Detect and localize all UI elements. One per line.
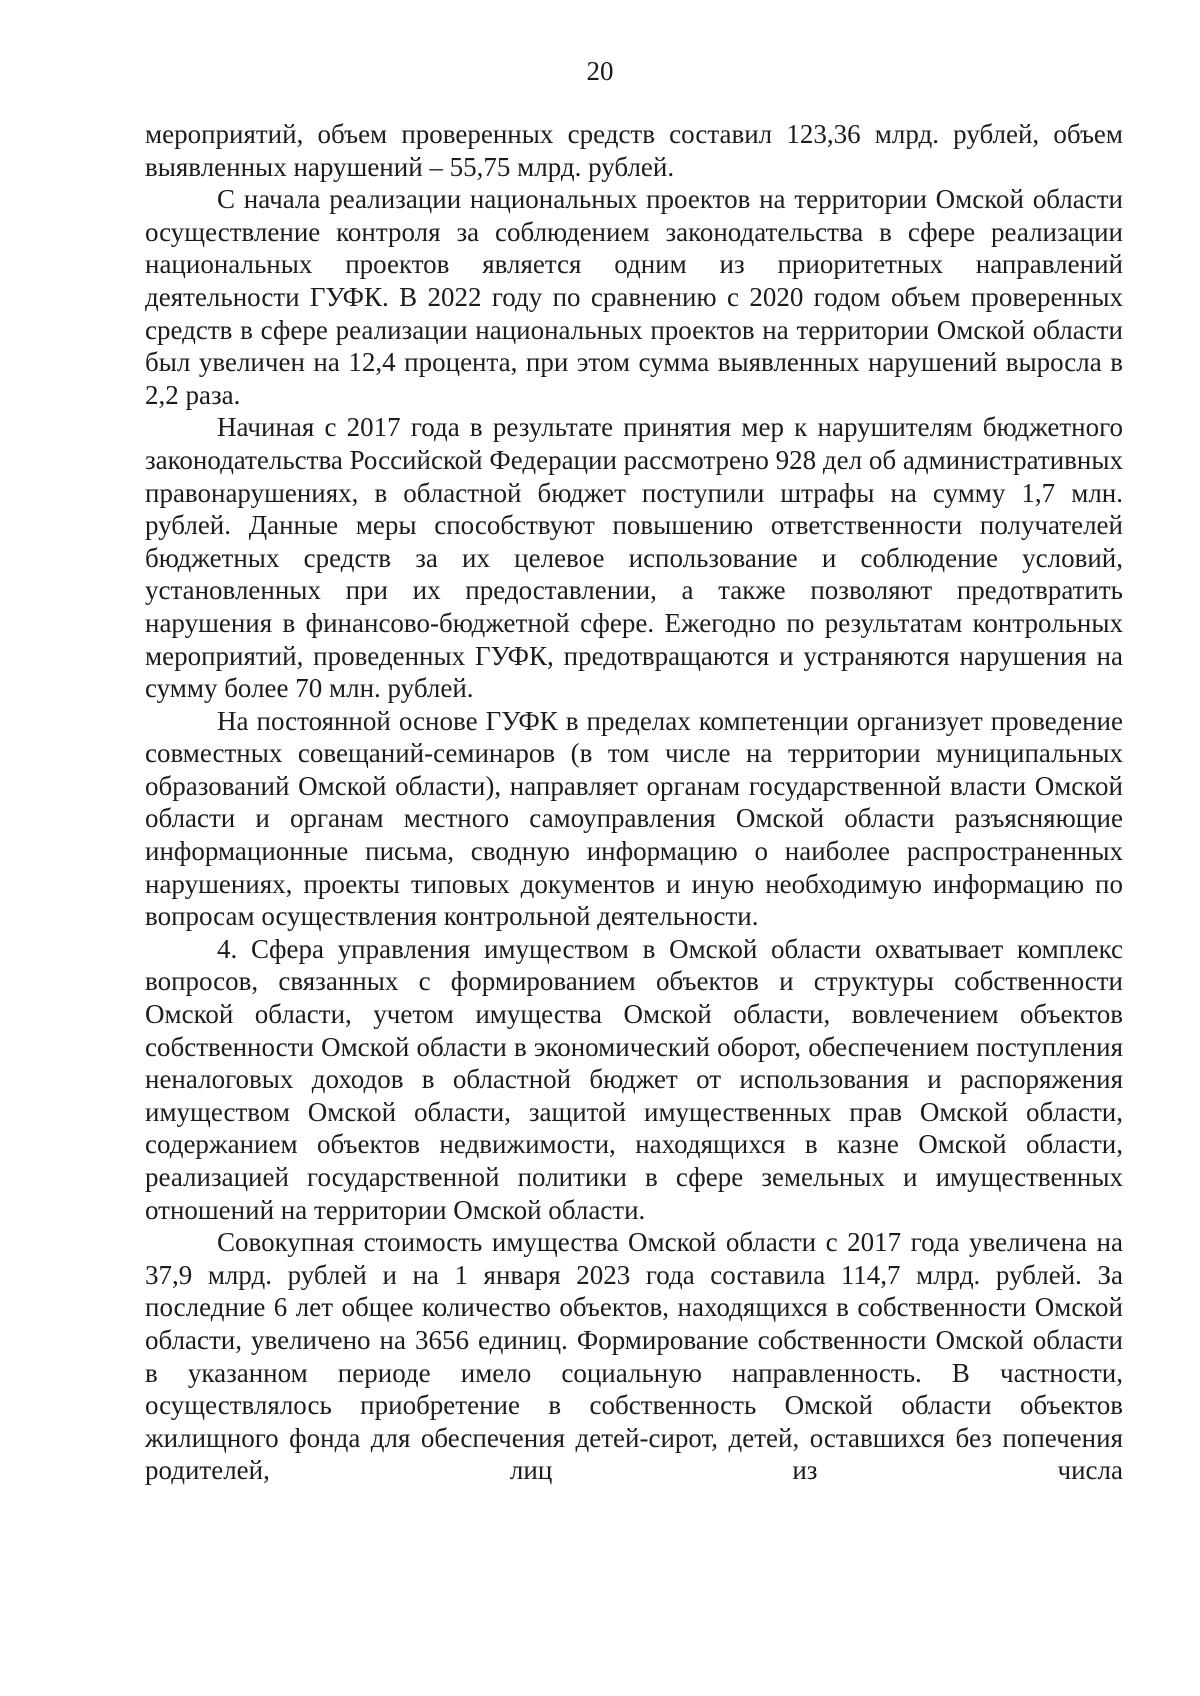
paragraph-3: Начиная с 2017 года в результате принятия мер к нарушителям бюджетного законодательства Российской Федерации рассмотрено 928 дел об административных правонарушениях, в областной бюджет поступили штрафы на сумму 1,7 млн. рублей. Данные меры способствуют повышению ответственности получателей бюджетных средств за их целевое использование и соблюдение условий, установленных при их предоставлении, а также позволяют предотвратить нарушения в финансово-бюджетной сфере. Ежегодно по результатам контрольных мероприятий, проведенных ГУФК, предотвращаются и устраняются нарушения на сумму более 70 млн. рублей. (145, 412, 1123, 704)
paragraph-6: Совокупная стоимость имущества Омской области с 2017 года увеличена на 37,9 млрд. рублей и на 1 января 2023 года составила 114,7 млрд. рублей. За последние 6 лет общее количество объектов, находящихся в собственности Омской области, увеличено на 3656 единиц. Формирование собственности Омской области в указанном периоде имело социальную направленность. В частности, осуществлялось приобретение в собственность Омской области объектов жилищного фонда для обеспечения детей-сирот, детей, оставшихся без попечения родителей, лиц из числа (145, 1227, 1123, 1486)
page-number: 20 (586, 56, 614, 86)
paragraph-1: мероприятий, объем проверенных средств составил 123,36 млрд. рублей, объем выявленных нарушений – 55,75 млрд. рублей. (145, 119, 1123, 182)
document-body (145, 118, 1123, 1487)
paragraph-5: 4. Сфера управления имуществом в Омской области охватывает комплекс вопросов, связанных с формированием объектов и структуры собственности Омской области, учетом имущества Омской области, вовлечением объектов собственности Омской области в экономический оборот, обеспечением поступления неналоговых доходов в областной бюджет от использования и распоряжения имуществом Омской области, защитой имущественных прав Омской области, содержанием объектов недвижимости, находящихся в казне Омской области, реализацией государственной политики в сфере земельных и имущественных отношений на территории Омской области. (145, 933, 1123, 1225)
paragraph-2: С начала реализации национальных проектов на территории Омской области осуществление контроля за соблюдением законодательства в сфере реализации национальных проектов является одним из приоритетных направлений деятельности ГУФК. В 2022 году по сравнению с 2020 годом объем проверенных средств в сфере реализации национальных проектов на территории Омской области был увеличен на 12,4 процента, при этом сумма выявленных нарушений выросла в 2,2 раза. (145, 184, 1123, 410)
paragraph-4: На постоянной основе ГУФК в пределах компетенции организует проведение совместных совещаний-семинаров (в том числе на территории муниципальных образований Омской области), направляет органам государственной власти Омской области и органам местного самоуправления Омской области разъясняющие информационные письма, сводную информацию о наиболее распространенных нарушениях, проекты типовых документов и иную необходимую информацию по вопросам осуществления контрольной деятельности. (145, 705, 1123, 932)
